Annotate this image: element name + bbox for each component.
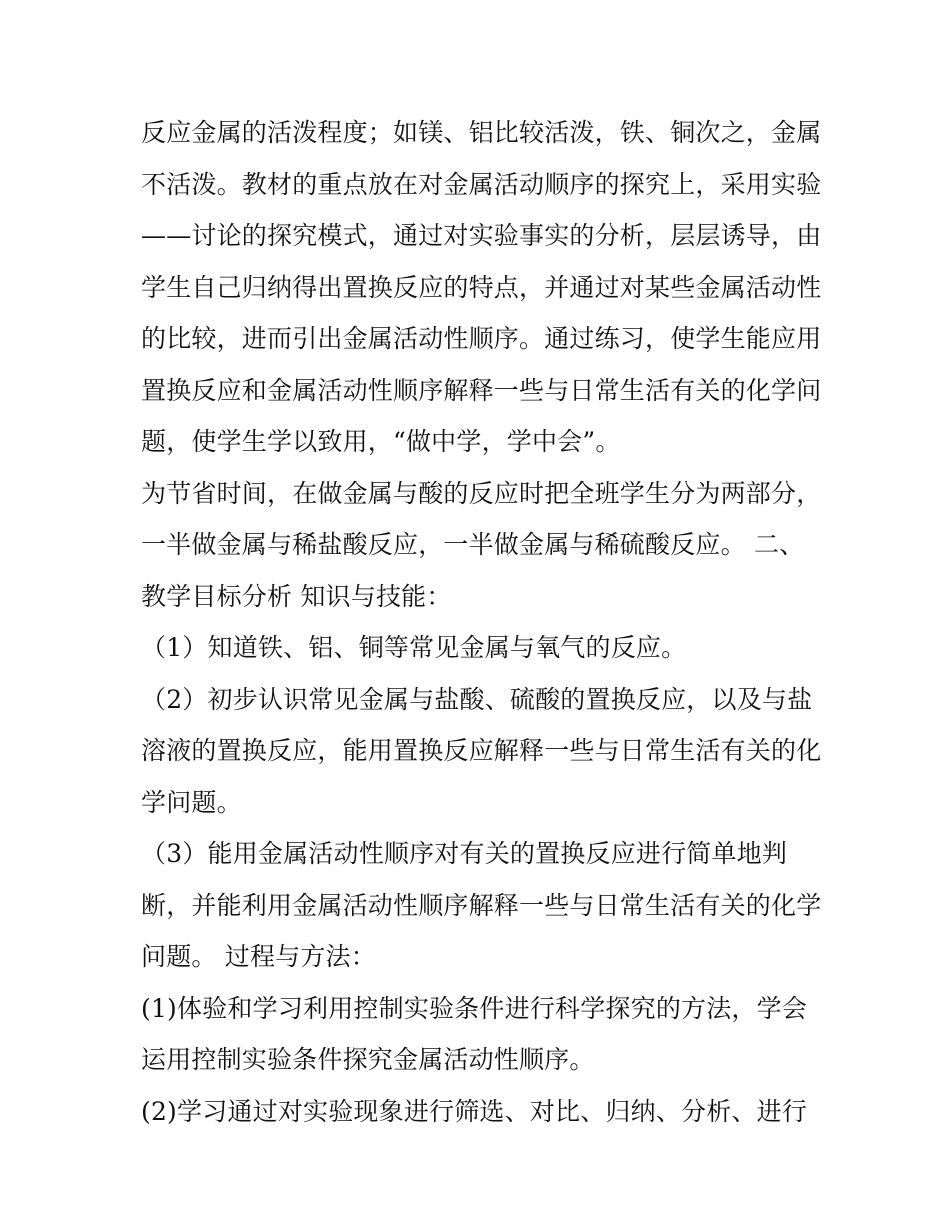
text-line: 溶液的置换反应，能用置换反应解释一些与日常生活有关的化 <box>141 736 822 765</box>
text-line: (2)学习通过对实验现象进行筛选、对比、归纳、分析、进行 <box>141 1096 808 1126</box>
text-line: 的比较，进而引出金属活动性顺序。通过练习，使学生能应用 <box>141 324 822 353</box>
text-line: 教学目标分析 知识与技能： <box>141 581 452 611</box>
text-line: （3）能用金属活动性顺序对有关的置换反应进行简单地判 <box>141 839 788 868</box>
text-line: 一半做金属与稀盐酸反应，一半做金属与稀硫酸反应。 二、 <box>141 530 805 559</box>
text-line: 反应金属的活泼程度；如镁、铝比较活泼，铁、铜次之，金属 <box>141 118 822 147</box>
text-line: 置换反应和金属活动性顺序解释一些与日常生活有关的化学问 <box>141 375 822 405</box>
text-line: （2）初步认识常见金属与盐酸、硫酸的置换反应，以及与盐 <box>141 684 813 714</box>
body-text <box>141 107 821 1137</box>
text-line: 问题。 过程与方法： <box>141 942 376 971</box>
text-line: 运用控制实验条件探究金属活动性顺序。 <box>141 1045 595 1074</box>
text-line: ——讨论的探究模式，通过对实验事实的分析，层层诱导，由 <box>141 221 822 250</box>
text-line: 题，使学生学以致用，“做中学，学中会”。 <box>141 427 621 456</box>
text-line: (1)体验和学习利用控制实验条件进行科学探究的方法，学会 <box>141 993 808 1023</box>
text-line: 学生自己归纳得出置换反应的特点，并通过对某些金属活动性 <box>141 272 822 302</box>
text-line: 断，并能利用金属活动性顺序解释一些与日常生活有关的化学 <box>141 890 822 920</box>
text-line: 不活泼。教材的重点放在对金属活动顺序的探究上，采用实验 <box>141 169 822 199</box>
text-line: （1）知道铁、铝、铜等常见金属与氧气的反应。 <box>141 633 687 662</box>
text-line: 为节省时间，在做金属与酸的反应时把全班学生分为两部分， <box>141 478 822 508</box>
text-line: 学问题。 <box>141 787 242 817</box>
